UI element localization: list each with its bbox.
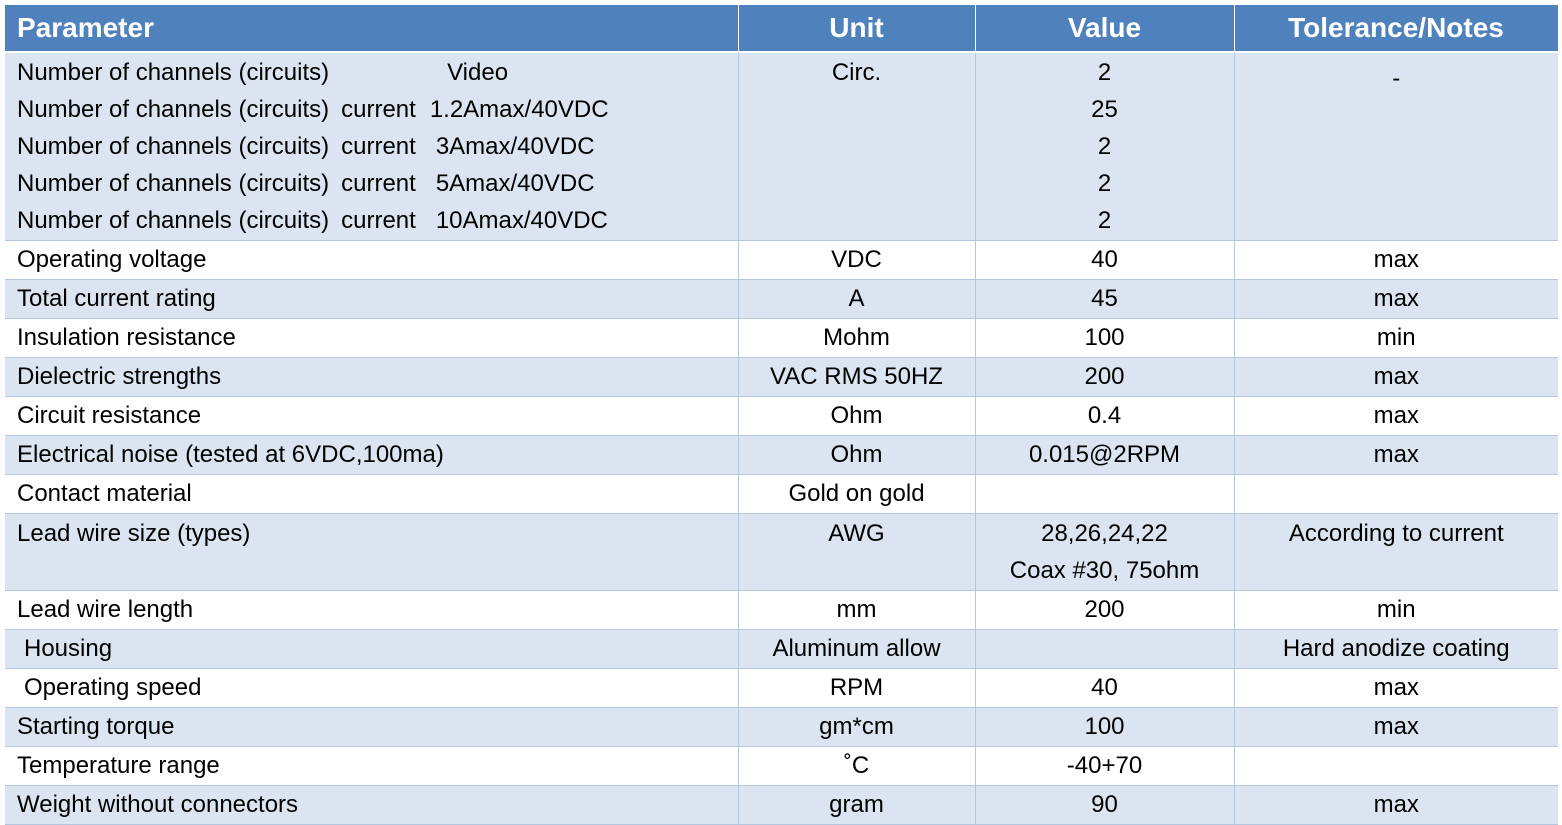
header-tolerance: Tolerance/Notes [1234,5,1558,52]
header-value: Value [975,5,1234,52]
table-row [5,747,1558,786]
spec-table [5,5,1559,825]
cell-parameter: Electrical noise (tested at 6VDC,100ma) [5,436,738,475]
cell-unit: Ohm [738,436,975,475]
table-row [5,436,1558,475]
channel-line-1-2a: Number of channels (circuits) current 1.2Amax/40VDC [17,96,609,123]
table-row [5,319,1558,358]
cell-parameter: Operating speed [5,669,738,708]
cell-value: 100 [975,708,1234,747]
cell-tolerance: min [1234,319,1558,358]
cell-tolerance [1234,747,1558,786]
table-row [5,669,1558,708]
cell-value: 90 [975,786,1234,825]
cell-parameter: Circuit resistance [5,397,738,436]
header-unit: Unit [738,5,975,52]
cell-parameter: Operating voltage [5,241,738,280]
channel-line-10a: Number of channels (circuits) current 10Amax/40VDC [17,207,608,234]
cell-tolerance: max [1234,436,1558,475]
cell-tolerance: min [1234,591,1558,630]
channel-line-3a: Number of channels (circuits) current 3Amax/40VDC [17,133,595,160]
cell-tolerance: max [1234,708,1558,747]
cell-value: 200 [975,358,1234,397]
cell-unit: Ohm [738,397,975,436]
cell-tolerance: max [1234,358,1558,397]
cell-value: 0.015@2RPM [975,436,1234,475]
cell-parameter: Weight without connectors [5,786,738,825]
cell-unit: gram [738,786,975,825]
table-row [5,591,1558,630]
cell-tolerance: max [1234,397,1558,436]
cell-value: 45 [975,280,1234,319]
cell-parameter: Lead wire size (types) [5,514,738,591]
cell-unit: Gold on gold [738,475,975,514]
table-row [5,475,1558,514]
table-row [5,786,1558,825]
table-row [5,630,1558,669]
cell-tolerance: max [1234,280,1558,319]
cell-tolerance: max [1234,241,1558,280]
cell-unit: RPM [738,669,975,708]
table-row [5,397,1558,436]
channel-line-5a: Number of channels (circuits) current 5Amax/40VDC [17,170,595,197]
cell-unit: AWG [738,514,975,591]
table-row [5,241,1558,280]
cell-unit: ˚C [738,747,975,786]
cell-tolerance: max [1234,669,1558,708]
table-row [5,358,1558,397]
cell-tolerance [1234,475,1558,514]
cell-value [975,630,1234,669]
cell-tolerance: According to current [1234,514,1558,591]
cell-parameter: Contact material [5,475,738,514]
cell-tolerance: Hard anodize coating [1234,630,1558,669]
cell-parameter: Dielectric strengths [5,358,738,397]
cell-parameter: Total current rating [5,280,738,319]
cell-channels-unit: Circ. [738,52,975,241]
cell-value: 0.4 [975,397,1234,436]
cell-value: -40+70 [975,747,1234,786]
cell-value: 200 [975,591,1234,630]
cell-value [975,475,1234,514]
table-row [5,708,1558,747]
cell-unit: VAC RMS 50HZ [738,358,975,397]
cell-parameter: Temperature range [5,747,738,786]
cell-channels-values: 2 25 2 2 2 [975,52,1234,241]
header-parameter: Parameter [5,5,738,52]
channel-line-video: Number of channels (circuits) Video [17,59,509,86]
table-row-lead-wire-size [5,514,1558,591]
cell-parameter: Lead wire length [5,591,738,630]
header-row [5,5,1558,52]
cell-parameter: Insulation resistance [5,319,738,358]
cell-value: 28,26,24,22 Coax #30, 75ohm [975,514,1234,591]
cell-unit: mm [738,591,975,630]
cell-unit: VDC [738,241,975,280]
cell-unit: gm*cm [738,708,975,747]
cell-value: 100 [975,319,1234,358]
cell-channels-parameter [5,52,738,241]
cell-tolerance: max [1234,786,1558,825]
table-row [5,280,1558,319]
cell-parameter: Starting torque [5,708,738,747]
cell-parameter: Housing [5,630,738,669]
table-header [5,5,1558,52]
cell-unit: Aluminum allow [738,630,975,669]
cell-value: 40 [975,241,1234,280]
cell-unit: A [738,280,975,319]
cell-channels-tolerance: - [1234,52,1558,241]
table-row-channels [5,52,1558,241]
cell-value: 40 [975,669,1234,708]
cell-unit: Mohm [738,319,975,358]
table-body [5,52,1558,825]
